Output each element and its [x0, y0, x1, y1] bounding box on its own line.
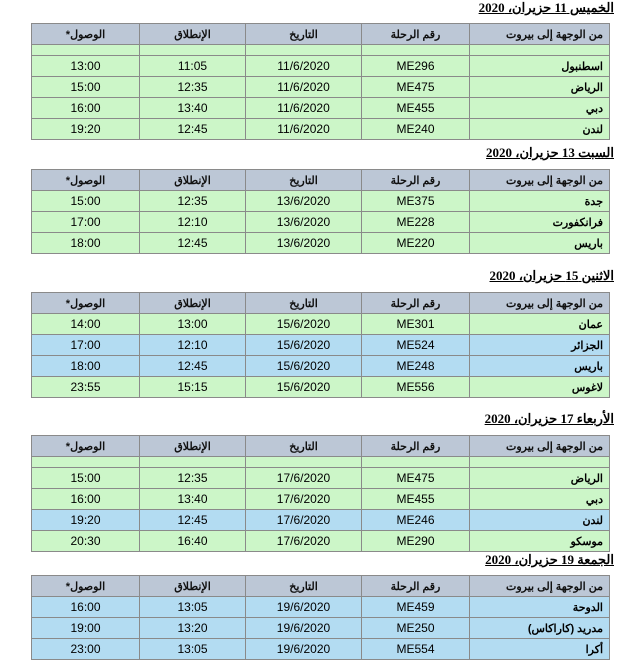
destination: لندن — [470, 510, 610, 531]
table-row — [32, 233, 610, 254]
col-departure: الإنطلاق — [140, 436, 246, 457]
departure-time: 12:45 — [140, 233, 246, 254]
departure-time: 12:35 — [140, 191, 246, 212]
col-flight-number: رقم الرحلة — [362, 293, 470, 314]
flight-date: 15/6/2020 — [246, 377, 362, 398]
arrival-time: 16:00 — [32, 489, 140, 510]
table-row — [32, 597, 610, 618]
destination: باريس — [470, 233, 610, 254]
table-header-row — [32, 170, 610, 191]
flight-date: 13/6/2020 — [246, 212, 362, 233]
departure-time: 15:15 — [140, 377, 246, 398]
destination: اسطنبول — [470, 56, 610, 77]
col-date: التاريخ — [246, 170, 362, 191]
flight-date: 19/6/2020 — [246, 618, 362, 639]
flight-date: 11/6/2020 — [246, 119, 362, 140]
arrival-time: 23:00 — [32, 639, 140, 660]
flight-date: 15/6/2020 — [246, 314, 362, 335]
destination: لاغوس — [470, 377, 610, 398]
table-row — [32, 377, 610, 398]
flight-date: 11/6/2020 — [246, 77, 362, 98]
arrival-time: 16:00 — [32, 597, 140, 618]
flight-number: ME290 — [362, 531, 470, 552]
destination: دبي — [470, 489, 610, 510]
table-row — [32, 618, 610, 639]
col-flight-number: رقم الرحلة — [362, 24, 470, 45]
col-date: التاريخ — [246, 436, 362, 457]
arrival-time: 19:00 — [32, 618, 140, 639]
col-date: التاريخ — [246, 576, 362, 597]
flight-table — [31, 435, 610, 552]
departure-time: 16:40 — [140, 531, 246, 552]
destination: مدريد (كاراكاس) — [470, 618, 610, 639]
departure-time: 12:45 — [140, 119, 246, 140]
arrival-time: 15:00 — [32, 468, 140, 489]
table-header-row — [32, 436, 610, 457]
destination: موسكو — [470, 531, 610, 552]
table-row — [32, 489, 610, 510]
departure-time: 13:00 — [140, 314, 246, 335]
col-departure: الإنطلاق — [140, 24, 246, 45]
flight-number: ME250 — [362, 618, 470, 639]
flight-number: ME246 — [362, 510, 470, 531]
arrival-time: 20:30 — [32, 531, 140, 552]
flight-number: ME556 — [362, 377, 470, 398]
flight-number: ME296 — [362, 56, 470, 77]
col-flight-number: رقم الرحلة — [362, 576, 470, 597]
departure-time: 13:05 — [140, 639, 246, 660]
col-destination: من الوجهة إلى بيروت — [470, 170, 610, 191]
col-arrival: الوصول* — [32, 576, 140, 597]
flight-date: 13/6/2020 — [246, 191, 362, 212]
col-departure: الإنطلاق — [140, 576, 246, 597]
col-arrival: الوصول* — [32, 170, 140, 191]
table-row — [32, 191, 610, 212]
flight-number: ME301 — [362, 314, 470, 335]
flight-date: 17/6/2020 — [246, 510, 362, 531]
flight-number: ME228 — [362, 212, 470, 233]
flight-date: 17/6/2020 — [246, 468, 362, 489]
flight-number: ME455 — [362, 98, 470, 119]
day-heading: الأربعاء 17 حزيران، 2020 — [484, 411, 614, 426]
flight-number: ME375 — [362, 191, 470, 212]
table-header-row — [32, 24, 610, 45]
destination: جدة — [470, 191, 610, 212]
arrival-time: 14:00 — [32, 314, 140, 335]
departure-time: 12:10 — [140, 212, 246, 233]
destination: الرياض — [470, 468, 610, 489]
col-arrival: الوصول* — [32, 24, 140, 45]
col-destination: من الوجهة إلى بيروت — [470, 576, 610, 597]
departure-time: 12:10 — [140, 335, 246, 356]
flight-number: ME459 — [362, 597, 470, 618]
table-row — [32, 510, 610, 531]
col-departure: الإنطلاق — [140, 293, 246, 314]
destination: باريس — [470, 356, 610, 377]
flight-number: ME524 — [362, 335, 470, 356]
arrival-time: 13:00 — [32, 56, 140, 77]
flight-number: ME248 — [362, 356, 470, 377]
col-arrival: الوصول* — [32, 436, 140, 457]
table-row — [32, 77, 610, 98]
arrival-time: 18:00 — [32, 356, 140, 377]
departure-time: 11:05 — [140, 56, 246, 77]
departure-time: 13:05 — [140, 597, 246, 618]
table-row — [32, 335, 610, 356]
col-destination: من الوجهة إلى بيروت — [470, 24, 610, 45]
arrival-time: 16:00 — [32, 98, 140, 119]
col-arrival: الوصول* — [32, 293, 140, 314]
departure-time: 12:45 — [140, 510, 246, 531]
flight-number: ME240 — [362, 119, 470, 140]
flight-table — [31, 575, 610, 660]
flight-table — [31, 23, 610, 140]
table-row — [32, 98, 610, 119]
destination: عمان — [470, 314, 610, 335]
arrival-time: 19:20 — [32, 119, 140, 140]
table-row — [32, 639, 610, 660]
destination: فرانكفورت — [470, 212, 610, 233]
arrival-time: 15:00 — [32, 191, 140, 212]
col-date: التاريخ — [246, 293, 362, 314]
departure-time: 13:40 — [140, 98, 246, 119]
col-flight-number: رقم الرحلة — [362, 436, 470, 457]
departure-time: 12:45 — [140, 356, 246, 377]
table-row — [32, 56, 610, 77]
flight-number: ME475 — [362, 468, 470, 489]
departure-time: 12:35 — [140, 77, 246, 98]
flight-date: 17/6/2020 — [246, 531, 362, 552]
flight-date: 11/6/2020 — [246, 98, 362, 119]
flight-number: ME455 — [362, 489, 470, 510]
arrival-time: 17:00 — [32, 212, 140, 233]
departure-time: 13:40 — [140, 489, 246, 510]
flight-date: 15/6/2020 — [246, 335, 362, 356]
table-header-row — [32, 293, 610, 314]
arrival-time: 23:55 — [32, 377, 140, 398]
table-row — [32, 531, 610, 552]
arrival-time: 17:00 — [32, 335, 140, 356]
table-row — [32, 119, 610, 140]
table-row — [32, 356, 610, 377]
col-destination: من الوجهة إلى بيروت — [470, 293, 610, 314]
spacer-row — [32, 45, 610, 56]
flight-number: ME220 — [362, 233, 470, 254]
table-row — [32, 468, 610, 489]
flight-table — [31, 292, 610, 398]
departure-time: 12:35 — [140, 468, 246, 489]
flight-date: 17/6/2020 — [246, 489, 362, 510]
destination: لندن — [470, 119, 610, 140]
day-heading: الجمعة 19 حزيران، 2020 — [485, 552, 614, 567]
day-heading: الاثنين 15 حزيران، 2020 — [489, 268, 614, 283]
flight-number: ME475 — [362, 77, 470, 98]
flight-table — [31, 169, 610, 254]
flight-date: 19/6/2020 — [246, 639, 362, 660]
flight-date: 11/6/2020 — [246, 56, 362, 77]
col-destination: من الوجهة إلى بيروت — [470, 436, 610, 457]
day-heading: الخميس 11 حزيران، 2020 — [478, 0, 614, 15]
flight-date: 13/6/2020 — [246, 233, 362, 254]
flight-date: 15/6/2020 — [246, 356, 362, 377]
departure-time: 13:20 — [140, 618, 246, 639]
flight-date: 19/6/2020 — [246, 597, 362, 618]
destination: الدوحة — [470, 597, 610, 618]
arrival-time: 18:00 — [32, 233, 140, 254]
spacer-row — [32, 457, 610, 468]
table-header-row — [32, 576, 610, 597]
flight-number: ME554 — [362, 639, 470, 660]
col-date: التاريخ — [246, 24, 362, 45]
col-flight-number: رقم الرحلة — [362, 170, 470, 191]
day-heading: السبت 13 حزيران، 2020 — [486, 145, 614, 160]
arrival-time: 15:00 — [32, 77, 140, 98]
destination: الرياض — [470, 77, 610, 98]
col-departure: الإنطلاق — [140, 170, 246, 191]
destination: أكرا — [470, 639, 610, 660]
destination: دبي — [470, 98, 610, 119]
destination: الجزائر — [470, 335, 610, 356]
arrival-time: 19:20 — [32, 510, 140, 531]
table-row — [32, 314, 610, 335]
table-row — [32, 212, 610, 233]
